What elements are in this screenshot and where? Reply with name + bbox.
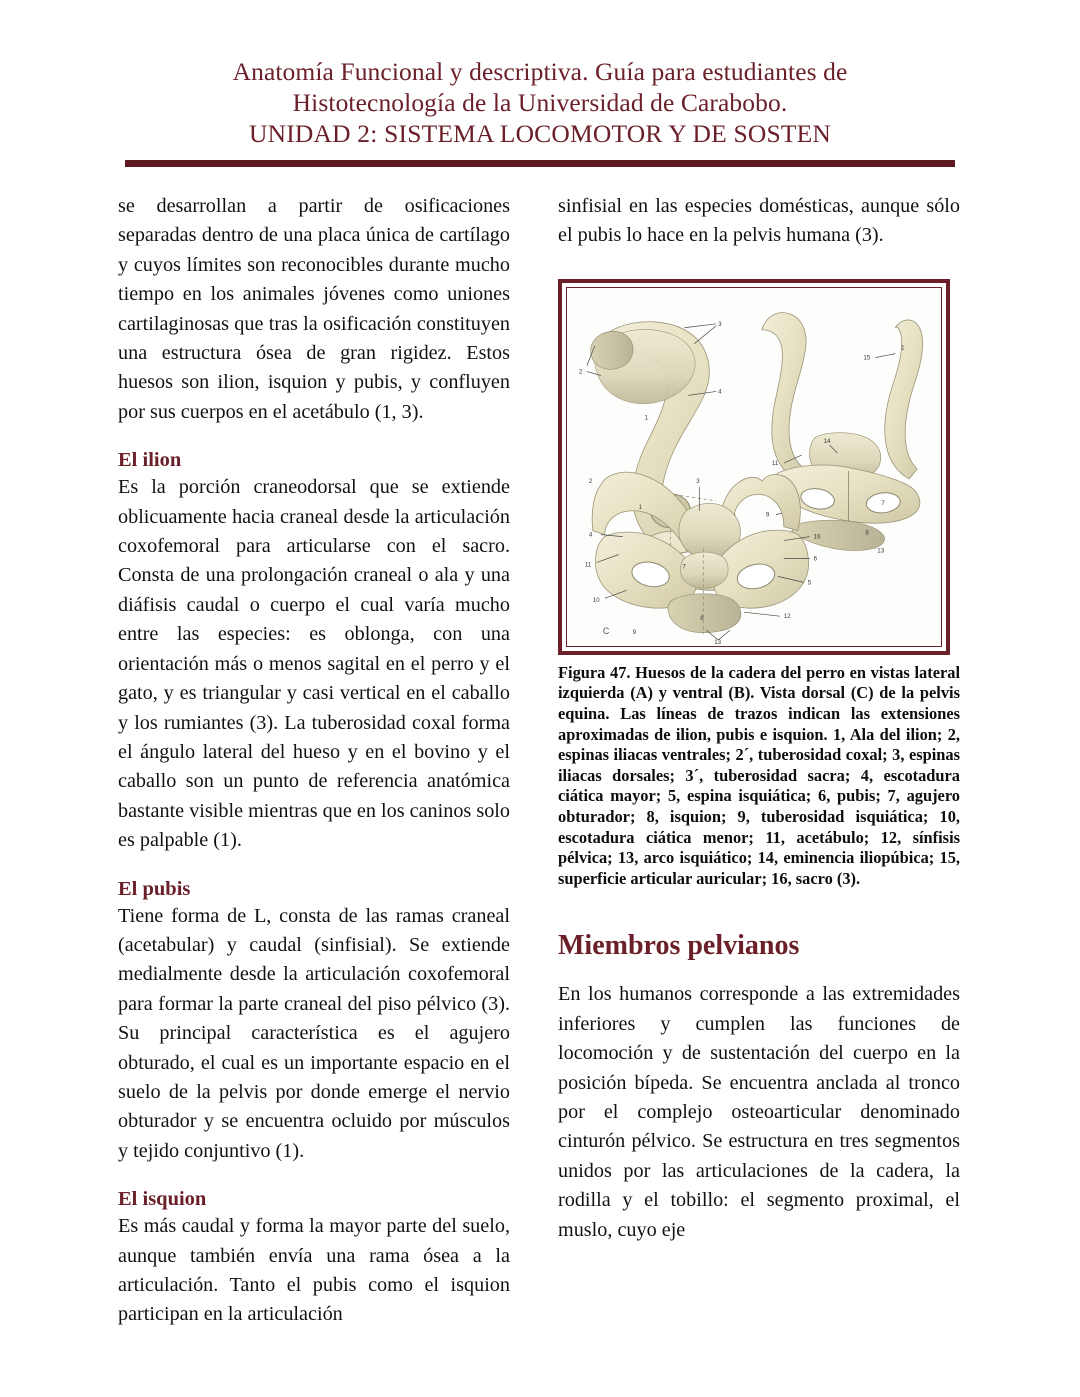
paragraph-el-pubis: Tiene forma de L, consta de las ramas craneal (acetabular) y caudal (sinfisial). Se extiende medialmente desde la articulación coxofemoral para formar la parte craneal del piso pélvico (3). Su principal característica es el agujero obturado, el cual es un importante espacio en el suelo de la pelvis por donde emerge el nervio obturador y se encuentra ocluido por músculos y tejido conjuntivo (1). — [118, 904, 510, 1162]
callout-7b: 7 — [881, 499, 885, 507]
callout-11c: 11 — [584, 561, 592, 569]
callout-16: 16 — [813, 533, 821, 541]
callout-2: 2 — [578, 368, 583, 376]
callout-5c: 5 — [807, 579, 812, 587]
heading-el-ilion: El ilion — [118, 449, 182, 472]
page-header — [125, 0, 955, 149]
paragraph-el-isquion: Es más caudal y forma la mayor parte del suelo, aunque también envía una rama ósea a la articulación. Tanto el pubis como el isquion participan en la articulación — [118, 1215, 510, 1326]
heading-el-pubis: El pubis — [118, 877, 191, 900]
callout-4: 4 — [718, 388, 722, 396]
callout-8: 8 — [865, 529, 869, 537]
header-unit-line: UNIDAD 2: SISTEMA LOCOMOTOR Y DE SOSTEN — [248, 119, 832, 148]
callout-2c: 2 — [588, 477, 593, 485]
paragraph-el-ilion: Es la porción craneodorsal que se extiende oblicuamente hacia craneal desde la articulación coxofemoral para articularse con el sacro. Consta de una prolongación craneal o ala y una diáfisis caudal o cuerpo el cual varía mucho entre las especies: es oblonga, con una orientación más o menos sagital en el perro y el gato, y es triangular y casi vertical en el caballo y los rumiantes (3). La tuberosidad coxal forma el ángulo lateral del hueso y en el bovino y el caballo son un punto de referencia anatómica bastante visible mientras que en los caninos solo es palpable (1). — [118, 476, 510, 852]
paragraph-miembros-pelvianos: En los humanos corresponde a las extremidades inferiores y cumplen las funciones de locomoción y de sustentación del cuerpo en la posición bípeda. Se encuentra anclada al tronco por el complejo osteoarticular denominado cinturón pélvico. Se estructura en tres segmentos unidos por las articulaciones de la cadera, la rodilla y el tobillo: el segmento proximal, el muslo, cuyo eje — [558, 983, 960, 1241]
header-title-line-2: Histotecnología de la Universidad de Carabobo. — [292, 88, 788, 117]
callout-3c: 3 — [696, 477, 700, 485]
callout-1: 1 — [644, 414, 649, 422]
callout-12c: 12 — [783, 612, 791, 620]
heading-miembros-pelvianos: Miembros pelvianos — [558, 930, 800, 962]
paragraph-osificaciones: se desarrollan a partir de osificaciones separadas dentro de una placa única de cartílago y cuyos límites son reconocibles durante mucho tiempo en los animales jóvenes como uniones cartilaginosas que tras la osificación constituyen una estructura ósea de gran rigidez. Estos huesos son ilion, isquion y pubis, y confluyen por sus cuerpos en el acetábulo (1, 3). — [118, 195, 510, 423]
figure-47-caption: Figura 47. Huesos de la cadera del perro en vistas lateral izquierda (A) y ventral (B). Vista dorsal (C) de la pelvis equina. Las líneas de trazos indican las extensiones aproximadas de ilion, pubis e isquion. 1, Ala del ilion; 2, espinas iliacas ventrales; 2´, tuberosidad coxal; 3, espinas iliacas dorsales; 3´, tuberosidad sacra; 4, escotadura ciática mayor; 5, espina isquiática; 6, pubis; 7, agujero obturador; 8, isquion; 9, tuberosidad isquiática; 10, escotadura ciática menor; 11, acetábulo; 12, sínfisis pélvica; 13, arco isquiático; 14, eminencia iliopúbica; 15, superficie articular auricular; 16, sacro (3). — [558, 662, 960, 888]
callout-3: 3 — [718, 320, 722, 328]
callout-4c: 4 — [588, 531, 593, 539]
right-column — [558, 192, 960, 1330]
callout-11: 11 — [771, 459, 779, 467]
callout-15: 15 — [863, 354, 871, 362]
left-column — [118, 192, 510, 1330]
callout-1b: 1 — [901, 344, 905, 352]
heading-el-isquion: El isquion — [118, 1188, 207, 1211]
header-title-line-1: Anatomía Funcional y descriptiva. Guía para estudiantes de — [232, 57, 848, 86]
body-columns — [118, 192, 963, 1330]
callout-7c: 7 — [682, 563, 686, 571]
callout-6: 6 — [813, 555, 818, 563]
callout-1c: 1 — [638, 503, 643, 511]
callout-13: 13 — [877, 547, 885, 555]
figure-47-frame — [558, 279, 950, 655]
figure-47-inner-border — [566, 287, 942, 647]
callout-14: 14 — [823, 437, 831, 445]
panel-label-c: C — [602, 625, 610, 636]
callout-13c: 13 — [714, 638, 722, 646]
callout-9: 9 — [765, 511, 770, 519]
callout-8c: 8 — [700, 614, 704, 622]
callout-9c: 9 — [632, 628, 637, 636]
paragraph-sinfisial: sinfisial en las especies domésticas, aunque sólo el pubis lo hace en la pelvis humana (3). — [558, 195, 960, 247]
header-divider-rule — [125, 160, 955, 167]
figure-47-illustration — [567, 288, 941, 646]
callout-10c: 10 — [592, 597, 600, 605]
